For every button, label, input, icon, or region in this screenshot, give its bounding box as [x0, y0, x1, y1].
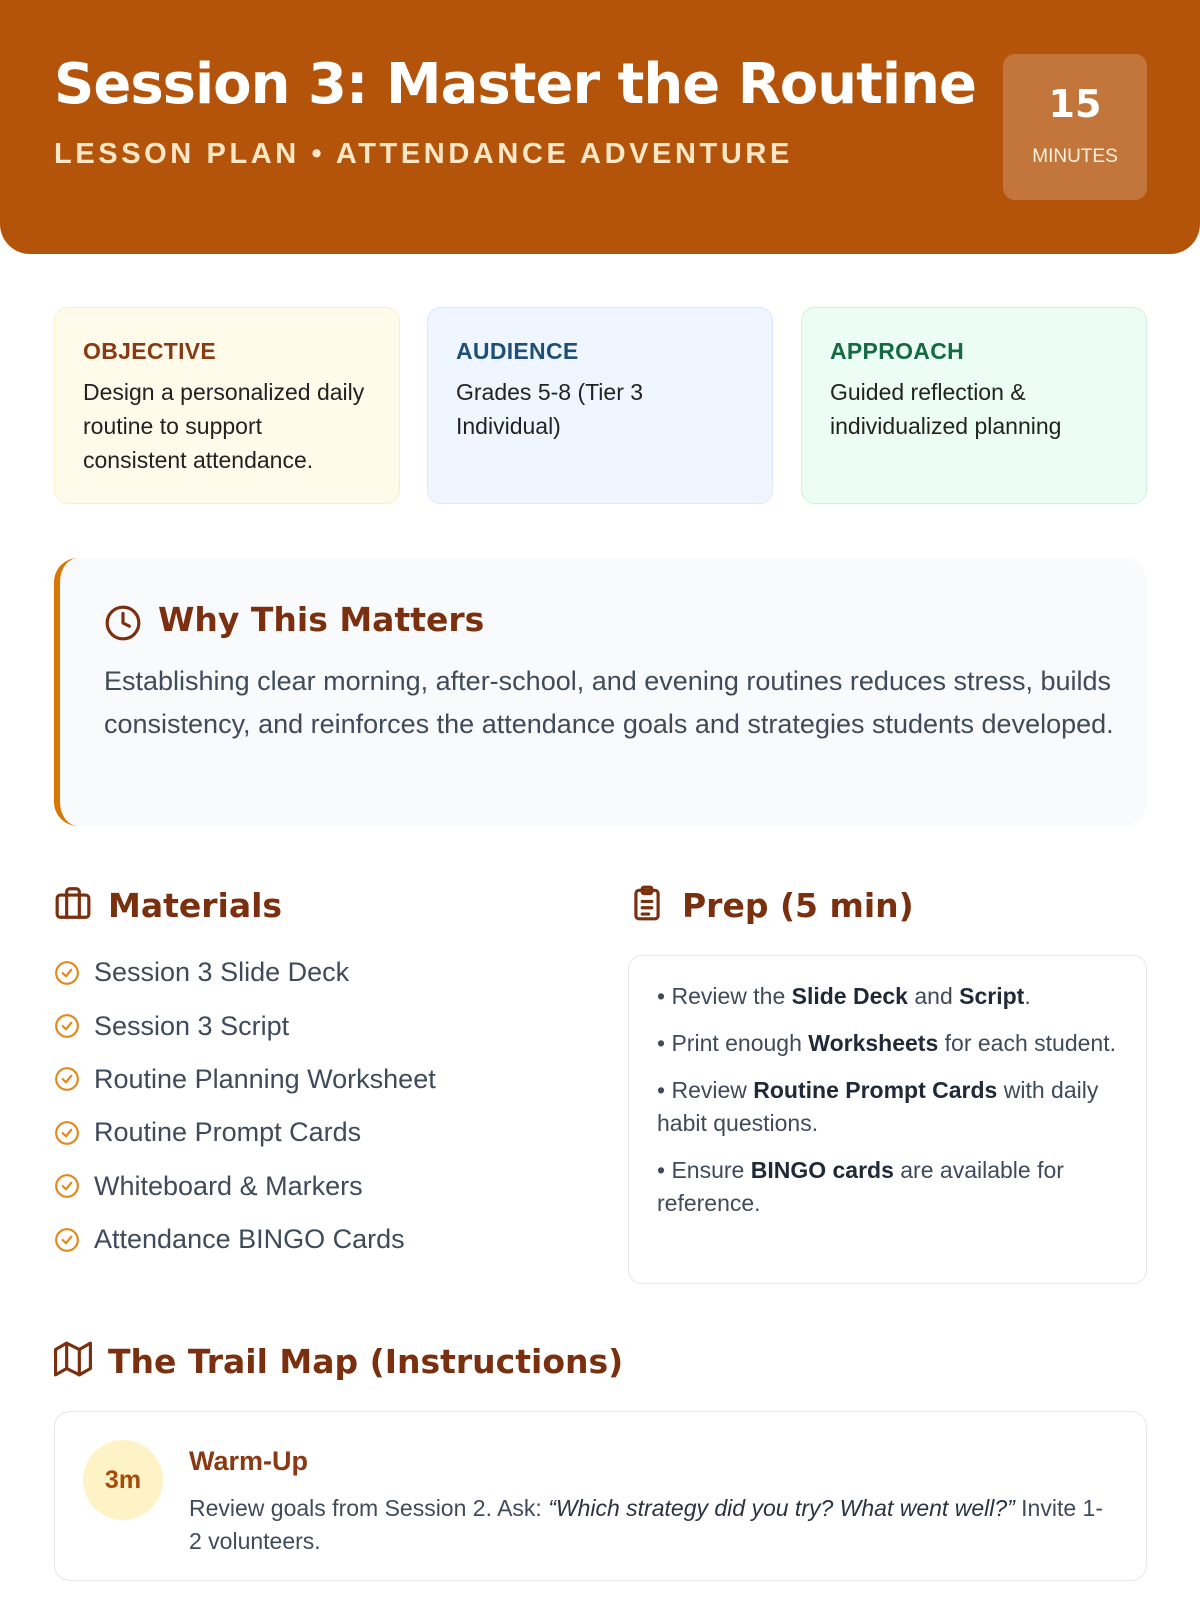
check-circle-icon	[54, 960, 80, 986]
why-heading: Why This Matters	[158, 600, 485, 639]
check-circle-icon	[54, 1120, 80, 1146]
list-item	[54, 1053, 436, 1106]
list-item	[54, 1106, 436, 1159]
duration-badge	[1003, 54, 1147, 200]
approach-card	[801, 307, 1147, 504]
list-item: • Print enough Worksheets for each student.	[657, 1030, 1116, 1056]
materials-heading: Materials	[108, 886, 283, 925]
briefcase-icon	[54, 884, 92, 927]
objective-card	[54, 307, 400, 504]
audience-text: Grades 5-8 (Tier 3 Individual)	[456, 379, 644, 439]
materials-header	[54, 884, 282, 927]
list-item: • Review the Slide Deck and Script.	[657, 983, 1031, 1009]
materials-list	[54, 946, 436, 1266]
prep-heading: Prep (5 min)	[682, 886, 914, 925]
list-item	[54, 1213, 436, 1266]
audience-label: AUDIENCE	[456, 338, 579, 364]
list-item: • Review Routine Prompt Cards with daily habit questions.	[657, 1077, 1099, 1136]
check-circle-icon	[54, 1227, 80, 1253]
step-time-badge: 3m	[83, 1440, 163, 1520]
map-icon	[54, 1340, 92, 1383]
duration-unit: MINUTES	[1032, 146, 1118, 167]
prep-panel	[628, 955, 1147, 1284]
list-item	[54, 1160, 436, 1213]
page-subtitle: LESSON PLAN • ATTENDANCE ADVENTURE	[54, 138, 793, 170]
clock-icon	[104, 604, 142, 647]
lesson-header	[0, 0, 1200, 254]
objective-label: OBJECTIVE	[83, 338, 217, 364]
page-title: Session 3: Master the Routine	[54, 52, 976, 117]
step-description: Review goals from Session 2. Ask: “Which strategy did you try? What went well?” Invite 1-2 volunteers.	[189, 1495, 1103, 1554]
clipboard-icon	[628, 884, 666, 927]
list-item: • Ensure BINGO cards are available for reference.	[657, 1157, 1064, 1216]
material-label: Session 3 Slide Deck	[94, 957, 350, 988]
list-item	[54, 999, 436, 1052]
duration-value: 15	[1048, 82, 1102, 126]
material-label: Session 3 Script	[94, 1010, 290, 1041]
list-item	[54, 946, 436, 999]
material-label: Routine Prompt Cards	[94, 1117, 362, 1148]
check-circle-icon	[54, 1173, 80, 1199]
check-circle-icon	[54, 1066, 80, 1092]
trail-step	[54, 1411, 1147, 1581]
material-label: Attendance BINGO Cards	[94, 1224, 405, 1255]
objective-text: Design a personalized daily routine to support consistent attendance.	[83, 379, 365, 473]
material-label: Routine Planning Worksheet	[94, 1063, 436, 1094]
material-label: Whiteboard & Markers	[94, 1170, 363, 1201]
approach-text: Guided reflection & individualized planning	[830, 379, 1062, 439]
trail-map-heading: The Trail Map (Instructions)	[108, 1342, 624, 1381]
audience-card	[427, 307, 773, 504]
approach-label: APPROACH	[830, 338, 965, 364]
why-body: Establishing clear morning, after-school, and evening routines reduces stress, builds consistency, and reinforces the attendance goals and strategies students developed.	[104, 666, 1114, 739]
prep-header	[628, 884, 914, 927]
trail-map-header	[54, 1340, 623, 1383]
step-title: Warm-Up	[189, 1446, 308, 1476]
why-this-matters-panel	[54, 558, 1147, 826]
check-circle-icon	[54, 1013, 80, 1039]
